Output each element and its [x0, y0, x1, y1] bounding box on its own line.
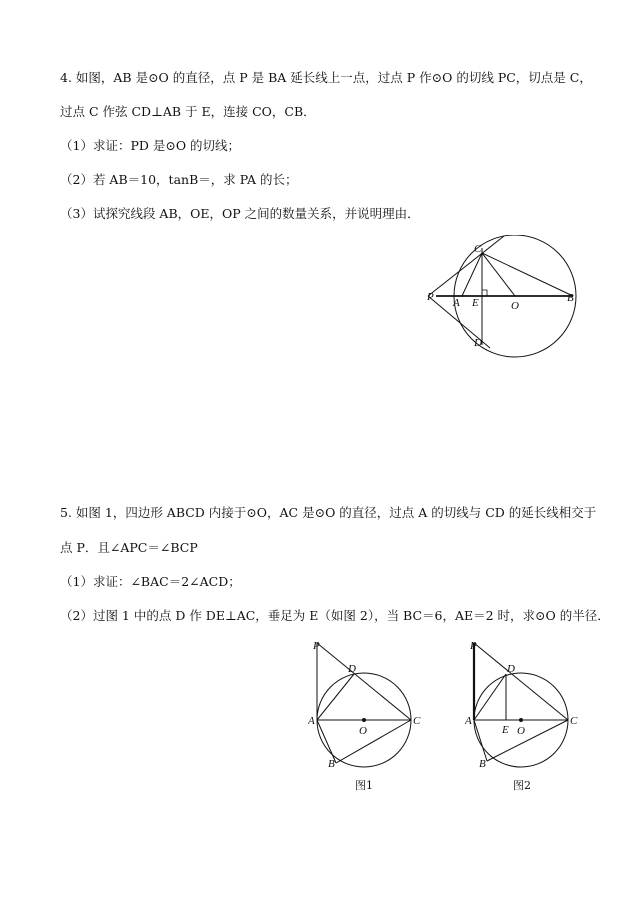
problem4-question3: （3）试探究线段 AB，OE，OP 之间的数量关系，并说明理由．: [60, 206, 420, 221]
figure1-caption: 图1: [355, 779, 373, 792]
problem5-question2: （2）过图 1 中的点 D 作 DE⊥AC，垂足为 E（如图 2），当 BC＝6，AE＝2 时，求⊙O 的半径．: [60, 608, 610, 623]
fig2-label-O: O: [517, 725, 525, 737]
fig4-label-C: C: [474, 243, 482, 255]
problem5-statement-line2: 点 P．且∠APC＝∠BCP: [60, 540, 198, 555]
fig2-label-P: P: [470, 640, 477, 652]
problem4-statement-line1: 4. 如图，AB 是⊙O 的直径，点 P 是 BA 延长线上一点，过点 P 作⊙O 的切线 PC，切点是 C，: [60, 70, 592, 85]
fig1-label-B: B: [328, 758, 335, 770]
fig4-label-A: A: [453, 297, 460, 309]
fig1-label-A: A: [308, 715, 315, 727]
problem5-figure2: [465, 640, 585, 770]
figure2-caption: 图2: [513, 779, 531, 792]
fig2-label-D: D: [507, 663, 515, 675]
fig4-label-E: E: [472, 297, 479, 309]
fig4-label-P: P: [427, 291, 434, 303]
fig1-label-P: P: [313, 640, 320, 652]
problem4-question2: （2）若 AB＝10，tanB＝，求 PA 的长；: [60, 172, 298, 187]
fig1-label-C: C: [413, 715, 421, 727]
fig1-label-O: O: [359, 725, 367, 737]
fig4-label-O: O: [511, 300, 519, 312]
problem4-figure: [420, 235, 585, 360]
fig4-label-B: B: [567, 292, 574, 304]
fig1-label-D: D: [348, 663, 356, 675]
fig2-label-C: C: [570, 715, 578, 727]
problem5-question1: （1）求证：∠BAC＝2∠ACD；: [60, 574, 241, 589]
problem5-statement-line1: 5. 如图 1，四边形 ABCD 内接于⊙O，AC 是⊙O 的直径，过点 A 的切线与 CD 的延长线相交于: [60, 505, 597, 520]
fig4-label-D: D: [474, 337, 482, 349]
problem4-question1: （1）求证：PD 是⊙O 的切线；: [60, 138, 241, 153]
fig2-label-E: E: [502, 724, 509, 736]
problem5-figure1: [308, 640, 428, 770]
problem4-statement-line2: 过点 C 作弦 CD⊥AB 于 E，连接 CO，CB．: [60, 104, 316, 119]
fig2-label-A: A: [465, 715, 472, 727]
fig2-label-B: B: [479, 758, 486, 770]
